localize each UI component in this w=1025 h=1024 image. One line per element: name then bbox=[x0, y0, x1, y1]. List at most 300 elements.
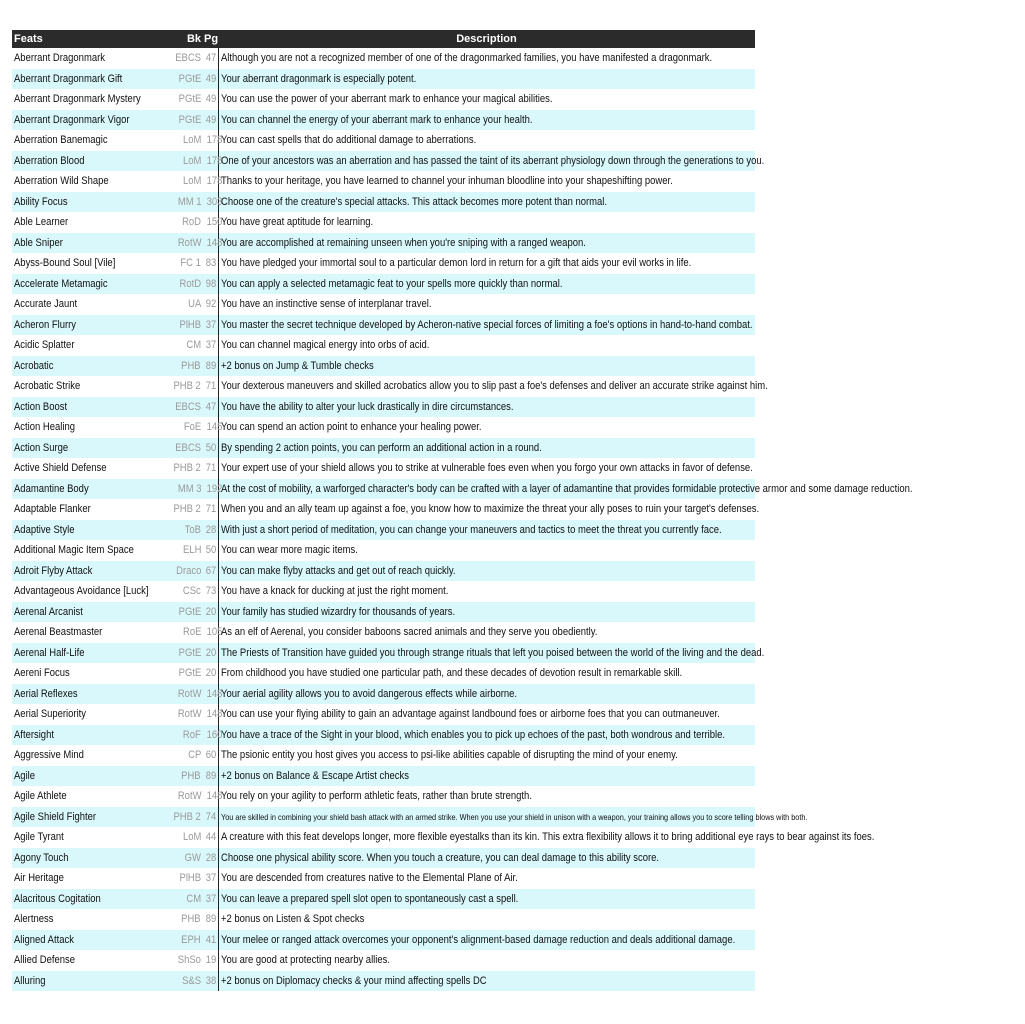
page-cell-text: 71 bbox=[205, 503, 217, 516]
feat-name-cell-text: Aberrant Dragonmark Vigor bbox=[14, 113, 130, 126]
feat-name-cell-text: Acrobatic bbox=[14, 359, 54, 372]
feat-name-cell bbox=[12, 622, 162, 643]
book-cell bbox=[162, 192, 202, 213]
page-cell bbox=[202, 930, 218, 951]
description-cell bbox=[218, 171, 755, 192]
page-cell bbox=[202, 561, 218, 582]
description-cell bbox=[218, 458, 755, 479]
description-cell-text: Your melee or ranged attack overcomes your opponent's alignment-based damage reduction and deals additional damage. bbox=[220, 933, 735, 946]
feat-name-cell bbox=[12, 663, 162, 684]
book-cell bbox=[162, 233, 202, 254]
page-cell-text: 41 bbox=[205, 933, 217, 946]
feat-name-cell bbox=[12, 786, 162, 807]
feat-name-cell-text: Acidic Splatter bbox=[14, 339, 75, 352]
description-cell bbox=[218, 294, 755, 315]
description-cell-text: You have pledged your immortal soul to a particular demon lord in return for a gift that aids your evil works in life. bbox=[220, 257, 691, 270]
page-cell bbox=[202, 274, 218, 295]
feat-name-cell-text: Acheron Flurry bbox=[14, 318, 77, 331]
page-cell bbox=[202, 335, 218, 356]
feat-name-cell-text: Air Heritage bbox=[14, 872, 64, 885]
description-cell bbox=[218, 520, 755, 541]
feat-name-cell-text: Action Surge bbox=[14, 441, 69, 454]
book-cell bbox=[162, 909, 202, 930]
book-cell bbox=[162, 643, 202, 664]
page-cell bbox=[202, 151, 223, 172]
description-cell-text: At the cost of mobility, a warforged character's body can be crafted with a layer of adamantine that provides formidable protective armor and some damage reduction. bbox=[220, 482, 913, 495]
description-cell bbox=[218, 684, 755, 705]
feat-name-cell bbox=[12, 335, 162, 356]
page-cell-text: 148 bbox=[206, 790, 223, 803]
column-header-page: Pg bbox=[204, 33, 219, 45]
page-cell bbox=[202, 766, 218, 787]
description-cell-text: By spending 2 action points, you can perform an additional action in a round. bbox=[220, 441, 542, 454]
book-cell-text: PGtE bbox=[178, 605, 201, 618]
description-cell-text: +2 bonus on Balance & Escape Artist checks bbox=[220, 769, 409, 782]
book-cell bbox=[162, 971, 202, 992]
page-cell bbox=[202, 725, 223, 746]
table-row bbox=[12, 335, 755, 356]
book-cell bbox=[162, 950, 202, 971]
description-cell bbox=[218, 110, 755, 131]
book-cell-text: LoM bbox=[182, 154, 201, 167]
book-cell-text: EPH bbox=[181, 933, 201, 946]
description-cell bbox=[218, 786, 755, 807]
description-cell-text: Your expert use of your shield allows you to strike at vulnerable foes even when you forgo your own attacks in favor of defense. bbox=[220, 462, 753, 475]
description-cell bbox=[218, 48, 755, 69]
page-cell-text: 71 bbox=[205, 462, 217, 475]
page-cell-text: 37 bbox=[205, 892, 217, 905]
description-cell bbox=[218, 561, 755, 582]
description-cell-text: You rely on your agility to perform athletic feats, rather than brute strength. bbox=[220, 790, 532, 803]
feat-name-cell bbox=[12, 89, 162, 110]
table-row bbox=[12, 622, 755, 643]
table-body bbox=[12, 48, 913, 991]
description-cell bbox=[218, 581, 755, 602]
table-row bbox=[12, 909, 755, 930]
description-cell-text: You have the ability to alter your luck drastically in dire circumstances. bbox=[220, 400, 514, 413]
book-cell bbox=[162, 930, 202, 951]
book-cell bbox=[162, 356, 202, 377]
table-row bbox=[12, 438, 755, 459]
description-cell bbox=[218, 704, 755, 725]
page-cell bbox=[202, 807, 218, 828]
column-header-book: Bk bbox=[186, 33, 201, 45]
page-cell-text: 178 bbox=[206, 175, 223, 188]
page-cell bbox=[202, 868, 218, 889]
description-cell-text: From childhood you have studied one particular path, and these decades of devotion result in remarkable skill. bbox=[220, 667, 682, 680]
page-cell-text: 74 bbox=[205, 810, 217, 823]
description-cell bbox=[218, 212, 755, 233]
feat-name-cell bbox=[12, 950, 162, 971]
page-cell bbox=[202, 130, 223, 151]
feat-name-cell bbox=[12, 171, 162, 192]
page-cell bbox=[202, 909, 218, 930]
book-cell-text: PGtE bbox=[178, 72, 201, 85]
feat-name-cell bbox=[12, 212, 162, 233]
table-row bbox=[12, 663, 755, 684]
book-cell bbox=[162, 335, 202, 356]
book-cell bbox=[162, 171, 202, 192]
feat-name-cell bbox=[12, 704, 162, 725]
book-cell bbox=[162, 151, 202, 172]
table-row bbox=[12, 376, 755, 397]
description-cell bbox=[218, 889, 755, 910]
table-row bbox=[12, 540, 755, 561]
description-cell bbox=[218, 151, 764, 172]
table-row bbox=[12, 848, 755, 869]
column-header-description: Description bbox=[456, 33, 517, 45]
feat-name-cell-text: Additional Magic Item Space bbox=[14, 544, 134, 557]
description-cell bbox=[218, 438, 755, 459]
page-cell-text: 145 bbox=[206, 421, 223, 434]
feat-name-cell bbox=[12, 827, 162, 848]
page-cell-text: 178 bbox=[206, 154, 223, 167]
page-cell bbox=[202, 889, 218, 910]
description-cell bbox=[218, 233, 755, 254]
page-cell-text: 148 bbox=[206, 708, 223, 721]
description-cell-text: You can leave a prepared spell slot open to spontaneously cast a spell. bbox=[220, 892, 518, 905]
table-row bbox=[12, 745, 755, 766]
page-cell-text: 44 bbox=[205, 831, 217, 844]
page-cell bbox=[202, 520, 218, 541]
table-row bbox=[12, 110, 755, 131]
description-cell bbox=[218, 540, 755, 561]
feat-name-cell bbox=[12, 294, 162, 315]
description-cell bbox=[218, 950, 755, 971]
page-cell bbox=[202, 827, 218, 848]
book-cell-text: CSc bbox=[183, 585, 201, 598]
page-cell-text: 303 bbox=[206, 195, 223, 208]
description-cell-text: Your aberrant dragonmark is especially potent. bbox=[220, 72, 416, 85]
feat-name-cell-text: Accurate Jaunt bbox=[14, 298, 78, 311]
description-cell-text: Your family has studied wizardry for thousands of years. bbox=[220, 605, 455, 618]
page-cell bbox=[202, 684, 223, 705]
book-cell-text: MM 1 bbox=[177, 195, 201, 208]
book-cell bbox=[162, 376, 202, 397]
feat-name-cell bbox=[12, 868, 162, 889]
book-cell bbox=[162, 663, 202, 684]
feat-name-cell bbox=[12, 561, 162, 582]
description-cell bbox=[218, 971, 755, 992]
page-cell-text: 83 bbox=[205, 257, 217, 270]
table-row bbox=[12, 704, 755, 725]
book-cell-text: ELH bbox=[182, 544, 201, 557]
page-cell bbox=[202, 540, 218, 561]
table-row bbox=[12, 417, 755, 438]
description-cell-text: You can make flyby attacks and get out of reach quickly. bbox=[220, 564, 456, 577]
feat-name-cell bbox=[12, 684, 162, 705]
feat-name-cell bbox=[12, 745, 162, 766]
page-cell-text: 37 bbox=[205, 318, 217, 331]
book-cell-text: ShSo bbox=[177, 954, 201, 967]
book-cell-text: EBCS bbox=[175, 441, 201, 454]
feat-name-cell-text: Adaptive Style bbox=[14, 523, 75, 536]
description-cell-text: Choose one of the creature's special attacks. This attack becomes more potent than normal. bbox=[220, 195, 607, 208]
feat-name-cell-text: Adaptable Flanker bbox=[14, 503, 91, 516]
feat-name-cell-text: Aerial Superiority bbox=[14, 708, 87, 721]
feat-name-cell bbox=[12, 889, 162, 910]
page-cell bbox=[202, 376, 218, 397]
book-cell bbox=[162, 294, 202, 315]
table-row bbox=[12, 397, 755, 418]
description-cell-text: You can use the power of your aberrant mark to enhance your magical abilities. bbox=[220, 93, 552, 106]
page-cell bbox=[202, 233, 223, 254]
book-cell-text: ToB bbox=[184, 523, 201, 536]
feat-name-cell bbox=[12, 315, 162, 336]
book-cell-text: PHB 2 bbox=[173, 462, 201, 475]
feat-name-cell bbox=[12, 130, 162, 151]
page-cell bbox=[202, 171, 223, 192]
book-cell-text: PHB 2 bbox=[173, 380, 201, 393]
book-cell-text: LoM bbox=[182, 134, 201, 147]
description-cell-text: You can apply a selected metamagic feat to your spells more quickly than normal. bbox=[220, 277, 562, 290]
description-cell-text: +2 bonus on Listen & Spot checks bbox=[220, 913, 364, 926]
table-row bbox=[12, 479, 755, 500]
book-cell bbox=[162, 807, 202, 828]
page-cell bbox=[202, 315, 218, 336]
book-cell bbox=[162, 602, 202, 623]
page-cell-text: 98 bbox=[205, 277, 217, 290]
page-cell-text: 20 bbox=[205, 646, 217, 659]
page-cell bbox=[202, 438, 218, 459]
page-cell-text: 19 bbox=[205, 954, 217, 967]
book-cell bbox=[162, 704, 202, 725]
page-cell-text: 89 bbox=[205, 359, 217, 372]
description-cell bbox=[218, 479, 913, 500]
page-cell bbox=[202, 458, 218, 479]
table-row bbox=[12, 89, 755, 110]
page-cell-text: 47 bbox=[205, 400, 217, 413]
page-cell-text: 89 bbox=[205, 769, 217, 782]
book-cell-text: GW bbox=[184, 851, 201, 864]
book-cell-text: PHB 2 bbox=[173, 810, 201, 823]
page-cell-text: 60 bbox=[205, 749, 217, 762]
book-cell bbox=[162, 417, 202, 438]
page-cell-text: 20 bbox=[205, 605, 217, 618]
table-row bbox=[12, 171, 755, 192]
description-cell bbox=[218, 930, 755, 951]
book-cell-text: PHB bbox=[181, 359, 201, 372]
column-header-feats: Feats bbox=[14, 33, 43, 45]
page-cell-text: 148 bbox=[206, 687, 223, 700]
feats-table bbox=[12, 30, 913, 991]
book-cell bbox=[162, 581, 202, 602]
page-cell-text: 148 bbox=[206, 236, 223, 249]
feat-name-cell bbox=[12, 499, 162, 520]
feat-name-cell-text: Aberrant Dragonmark Gift bbox=[14, 72, 123, 85]
description-cell-text: As an elf of Aerenal, you consider baboons sacred animals and they serve you obediently. bbox=[220, 626, 597, 639]
page-cell bbox=[202, 602, 218, 623]
description-cell-text: Your aerial agility allows you to avoid dangerous effects while airborne. bbox=[220, 687, 517, 700]
table-row bbox=[12, 458, 755, 479]
page-cell bbox=[202, 89, 218, 110]
description-cell-text: You master the secret technique developed by Acheron-native special forces of limiting a foe's options in hand-to-hand combat. bbox=[220, 318, 753, 331]
description-cell-text: One of your ancestors was an aberration and has passed the taint of its aberrant physiology down through the generations to you. bbox=[220, 154, 764, 167]
feat-name-cell-text: Acrobatic Strike bbox=[14, 380, 81, 393]
description-cell bbox=[218, 766, 755, 787]
page-cell-text: 28 bbox=[205, 851, 217, 864]
table-row bbox=[12, 130, 755, 151]
book-cell bbox=[162, 274, 202, 295]
description-cell-text: You have a knack for ducking at just the right moment. bbox=[220, 585, 448, 598]
book-cell-text: Draco bbox=[175, 564, 201, 577]
page-cell bbox=[202, 786, 223, 807]
description-cell-text: +2 bonus on Diplomacy checks & your mind affecting spells DC bbox=[220, 974, 487, 987]
feat-name-cell bbox=[12, 274, 162, 295]
description-cell bbox=[218, 253, 755, 274]
feat-name-cell bbox=[12, 540, 162, 561]
page-cell bbox=[202, 971, 218, 992]
page-cell bbox=[202, 48, 218, 69]
table-row bbox=[12, 868, 755, 889]
feat-name-cell bbox=[12, 643, 162, 664]
table-row bbox=[12, 786, 755, 807]
description-cell bbox=[218, 602, 755, 623]
description-cell-text: You can channel the energy of your aberrant mark to enhance your health. bbox=[220, 113, 533, 126]
description-cell bbox=[218, 643, 764, 664]
feat-name-cell-text: Aerenal Half-Life bbox=[14, 646, 85, 659]
table-row bbox=[12, 294, 755, 315]
table-row bbox=[12, 684, 755, 705]
book-cell bbox=[162, 684, 202, 705]
feat-name-cell bbox=[12, 479, 162, 500]
feat-name-cell bbox=[12, 48, 162, 69]
description-cell-text: You can use your flying ability to gain an advantage against landbound foes or airborne foes that you can outmaneuver. bbox=[220, 708, 720, 721]
table-header-row bbox=[12, 30, 755, 48]
feat-name-cell-text: Aberration Banemagic bbox=[14, 134, 108, 147]
book-cell-text: FoE bbox=[183, 421, 201, 434]
feat-name-cell-text: Agony Touch bbox=[14, 851, 69, 864]
page-cell bbox=[202, 479, 223, 500]
book-cell-text: MM 3 bbox=[177, 482, 201, 495]
feat-name-cell-text: Aftersight bbox=[14, 728, 54, 741]
page-cell-text: 192 bbox=[206, 482, 223, 495]
page-cell bbox=[202, 950, 218, 971]
description-cell bbox=[218, 745, 755, 766]
table-row bbox=[12, 499, 755, 520]
description-cell-text: You are accomplished at remaining unseen when you're sniping with a ranged weapon. bbox=[220, 236, 586, 249]
description-cell-text: A creature with this feat develops longer, more flexible eyestalks than its kin. This extra flexibility allows it to bring additional eye rays to bear against its foes. bbox=[220, 831, 874, 844]
feat-name-cell bbox=[12, 397, 162, 418]
feat-name-cell bbox=[12, 725, 162, 746]
feat-name-cell-text: Agile Shield Fighter bbox=[14, 810, 97, 823]
description-cell bbox=[218, 397, 755, 418]
feat-name-cell-text: Able Learner bbox=[14, 216, 69, 229]
book-cell bbox=[162, 745, 202, 766]
page-cell bbox=[202, 704, 223, 725]
table-row bbox=[12, 233, 755, 254]
book-cell bbox=[162, 110, 202, 131]
book-cell-text: PGtE bbox=[178, 667, 201, 680]
book-cell-text: EBCS bbox=[175, 52, 201, 65]
book-cell bbox=[162, 827, 202, 848]
feat-name-cell bbox=[12, 971, 162, 992]
table-row bbox=[12, 725, 755, 746]
description-cell-text: You are good at protecting nearby allies. bbox=[220, 954, 390, 967]
feat-name-cell-text: Active Shield Defense bbox=[14, 462, 107, 475]
feat-name-cell-text: Alertness bbox=[14, 913, 54, 926]
book-cell-text: CP bbox=[187, 749, 201, 762]
page-cell-text: 38 bbox=[205, 974, 217, 987]
book-cell-text: RoF bbox=[183, 728, 201, 741]
page-cell bbox=[202, 622, 223, 643]
feat-name-cell-text: Aereni Focus bbox=[14, 667, 70, 680]
book-cell-text: PlHB bbox=[179, 318, 201, 331]
page-cell-text: 178 bbox=[206, 134, 223, 147]
table-row bbox=[12, 520, 755, 541]
description-cell-text: Your dexterous maneuvers and skilled acrobatics allow you to slip past a foe's defenses and deliver an accurate strike against him. bbox=[220, 380, 768, 393]
description-cell-text: You can spend an action point to enhance your healing power. bbox=[220, 421, 482, 434]
description-cell bbox=[218, 417, 755, 438]
page-cell bbox=[202, 69, 218, 90]
description-cell bbox=[218, 89, 755, 110]
page-cell bbox=[202, 356, 218, 377]
feat-name-cell bbox=[12, 848, 162, 869]
description-cell-text: You have a trace of the Sight in your blood, which enables you to pick up echoes of the past, both wondrous and terrible. bbox=[220, 728, 725, 741]
table-row bbox=[12, 602, 755, 623]
description-cell-text: You can channel magical energy into orbs of acid. bbox=[220, 339, 429, 352]
table-row bbox=[12, 69, 755, 90]
feat-name-cell bbox=[12, 909, 162, 930]
book-cell-text: RotW bbox=[177, 790, 201, 803]
table-row bbox=[12, 315, 755, 336]
feat-name-cell bbox=[12, 376, 162, 397]
description-cell-text: Although you are not a recognized member of one of the dragonmarked families, you have manifested a dragonmark. bbox=[220, 52, 712, 65]
table-row bbox=[12, 971, 755, 992]
feat-name-cell bbox=[12, 110, 162, 131]
table-row bbox=[12, 807, 755, 828]
book-cell bbox=[162, 725, 202, 746]
table-row bbox=[12, 930, 755, 951]
book-cell bbox=[162, 130, 202, 151]
feat-name-cell-text: Agile Athlete bbox=[14, 790, 67, 803]
feat-name-cell-text: Aberrant Dragonmark Mystery bbox=[14, 93, 141, 106]
feat-name-cell-text: Agile bbox=[14, 769, 36, 782]
feat-name-cell-text: Allied Defense bbox=[14, 954, 76, 967]
page-cell bbox=[202, 397, 218, 418]
description-cell bbox=[218, 69, 755, 90]
book-cell-text: EBCS bbox=[175, 400, 201, 413]
description-cell bbox=[218, 868, 755, 889]
page-cell-text: 73 bbox=[205, 585, 217, 598]
description-cell bbox=[218, 356, 755, 377]
description-cell-text: The psionic entity you host gives you access to psi-like abilities capable of disrupting the mind of your enemy. bbox=[220, 749, 678, 762]
book-cell-text: PGtE bbox=[178, 646, 201, 659]
feat-name-cell bbox=[12, 581, 162, 602]
page-cell bbox=[202, 192, 223, 213]
table-row bbox=[12, 253, 755, 274]
book-cell bbox=[162, 520, 202, 541]
description-cell-text: When you and an ally team up against a foe, you know how to maximize the threat your ally poses to ruin your target's defenses. bbox=[220, 503, 759, 516]
feat-name-cell bbox=[12, 69, 162, 90]
table-row bbox=[12, 274, 755, 295]
book-cell bbox=[162, 69, 202, 90]
book-cell bbox=[162, 786, 202, 807]
page-cell-text: 67 bbox=[205, 564, 217, 577]
description-cell-text: You can wear more magic items. bbox=[220, 544, 358, 557]
feat-name-cell bbox=[12, 151, 162, 172]
book-cell bbox=[162, 315, 202, 336]
feat-name-cell-text: Aberration Blood bbox=[14, 154, 85, 167]
feat-name-cell-text: Advantageous Avoidance [Luck] bbox=[14, 585, 149, 598]
table-row bbox=[12, 766, 755, 787]
page-cell-text: 37 bbox=[205, 339, 217, 352]
description-cell bbox=[218, 376, 768, 397]
book-cell-text: S&S bbox=[182, 974, 201, 987]
page-cell bbox=[202, 643, 218, 664]
book-cell-text: PGtE bbox=[178, 113, 201, 126]
table-row bbox=[12, 561, 755, 582]
